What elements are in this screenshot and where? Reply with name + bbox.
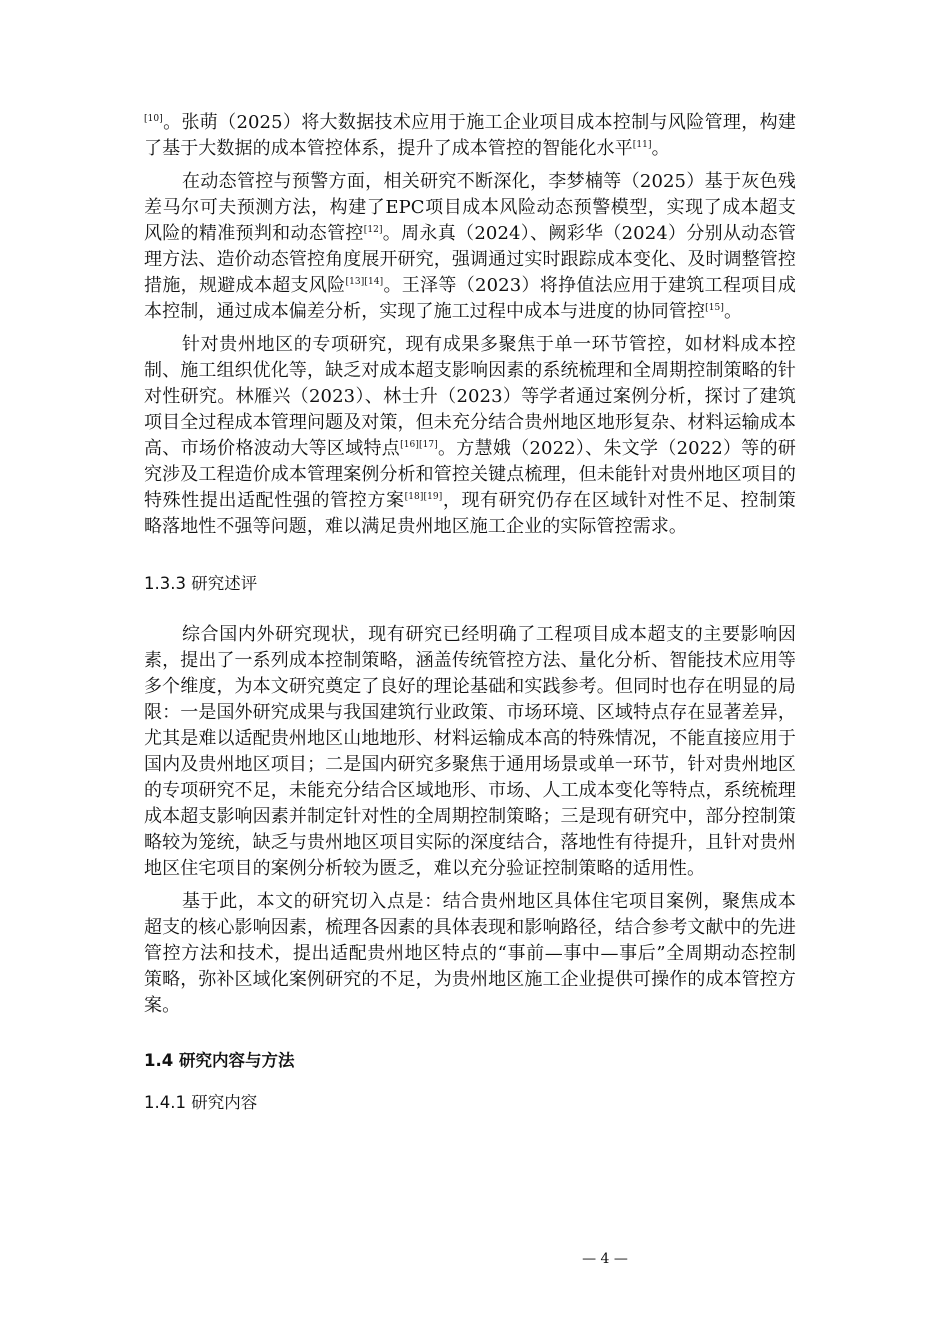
paragraph-text: 。 bbox=[651, 138, 670, 159]
paragraph-text: 针对贵州地区的专项研究，现有成果多聚焦于单一环节管控，如材料成本控制、施工组织优化等，缺乏对成本超支影响因素的系统梳理和全周期控制策略的针对性研究。林雁兴（2023）、林士升（2023）等学者通过案例分析，探讨了建筑项目全过程成本管理问题及对策，但未充分结合贵州地区地形复杂、材料运输成本高、市场价格波动大等区域特点 bbox=[144, 334, 796, 459]
citation-ref: [15] bbox=[705, 303, 724, 313]
paragraph-entry-point: 基于此，本文的研究切入点是：结合贵州地区具体住宅项目案例，聚焦成本超支的核心影响因素，梳理各因素的具体表现和影响路径，结合参考文献中的先进管控方法和技术，提出适配贵州地区特点的“事前—事中—事后”全周期动态控制策略，弥补区域化案例研究的不足，为贵州地区施工企业提供可操作的成本管控方案。 bbox=[144, 891, 796, 1016]
document-body bbox=[144, 110, 796, 1113]
page-number: — 4 — bbox=[582, 1251, 628, 1267]
paragraph-continuation bbox=[144, 110, 796, 162]
paragraph-text: 。方慧娥（2022）、朱文学（2022）等的研究涉及工程造价成本管理案例分析和管控关键点梳理，但未能针对贵州地区项目的特殊性提出适配性强的管控方案 bbox=[144, 438, 796, 511]
paragraph-text: 。周永真（2024）、阙彩华（2024）分别从动态管理方法、造价动态管控角度展开研究，强调通过实时跟踪成本变化、及时调整管控措施，规避成本超支风险 bbox=[144, 223, 796, 296]
paragraph-text: 。张萌（2025）将大数据技术应用于施工企业项目成本控制与风险管理，构建了基于大数据的成本管控体系，提升了成本管控的智能化水平 bbox=[144, 112, 796, 159]
citation-ref: [16][17] bbox=[400, 440, 438, 450]
paragraph-dynamic-control bbox=[144, 169, 796, 325]
citation-ref: [18][19] bbox=[404, 492, 443, 502]
section-heading-1-4-1: 1.4.1 研究内容 bbox=[144, 1093, 258, 1112]
citation-ref: [13][14] bbox=[345, 277, 384, 287]
paragraph-text: 。 bbox=[723, 301, 743, 322]
citation-ref: [11] bbox=[632, 140, 652, 150]
paragraph-text: ，现有研究仍存在区域针对性不足、控制策略落地性不强等问题，难以满足贵州地区施工企业的实际管控需求。 bbox=[144, 490, 796, 537]
paragraph-text: 。王泽等（2023）将挣值法应用于建筑工程项目成本控制，通过成本偏差分析，实现了施工过程中成本与进度的协同管控 bbox=[144, 275, 796, 322]
citation-ref: [12] bbox=[363, 225, 383, 235]
section-heading-1-3-3: 1.3.3 研究述评 bbox=[144, 574, 258, 593]
citation-ref: [10] bbox=[144, 114, 163, 124]
paragraph-guizhou-research bbox=[144, 332, 796, 540]
section-heading-1-4: 1.4 研究内容与方法 bbox=[144, 1051, 295, 1070]
paragraph-review: 综合国内外研究现状，现有研究已经明确了工程项目成本超支的主要影响因素，提出了一系列成本控制策略，涵盖传统管控方法、量化分析、智能技术应用等多个维度，为本文研究奠定了良好的理论基础和实践参考。但同时也存在明显的局限：一是国外研究成果与我国建筑行业政策、市场环境、区域特点存在显著差异，尤其是难以适配贵州地区山地地形、材料运输成本高的特殊情况，不能直接应用于国内及贵州地区项目；二是国内研究多聚焦于通用场景或单一环节，针对贵州地区的专项研究不足，未能充分结合区域地形、市场、人工成本变化等特点，系统梳理成本超支影响因素并制定针对性的全周期控制策略；三是现有研究中，部分控制策略较为笼统，缺乏与贵州地区项目实际的深度结合，落地性有待提升，且针对贵州地区住宅项目的案例分析较为匮乏，难以充分验证控制策略的适用性。 bbox=[144, 624, 796, 879]
paragraph-text: 在动态管控与预警方面，相关研究不断深化，李梦楠等（2025）基于灰色残差马尔可夫预测方法，构建了EPC项目成本风险动态预警模型，实现了成本超支风险的精准预判和动态管控 bbox=[144, 171, 796, 244]
